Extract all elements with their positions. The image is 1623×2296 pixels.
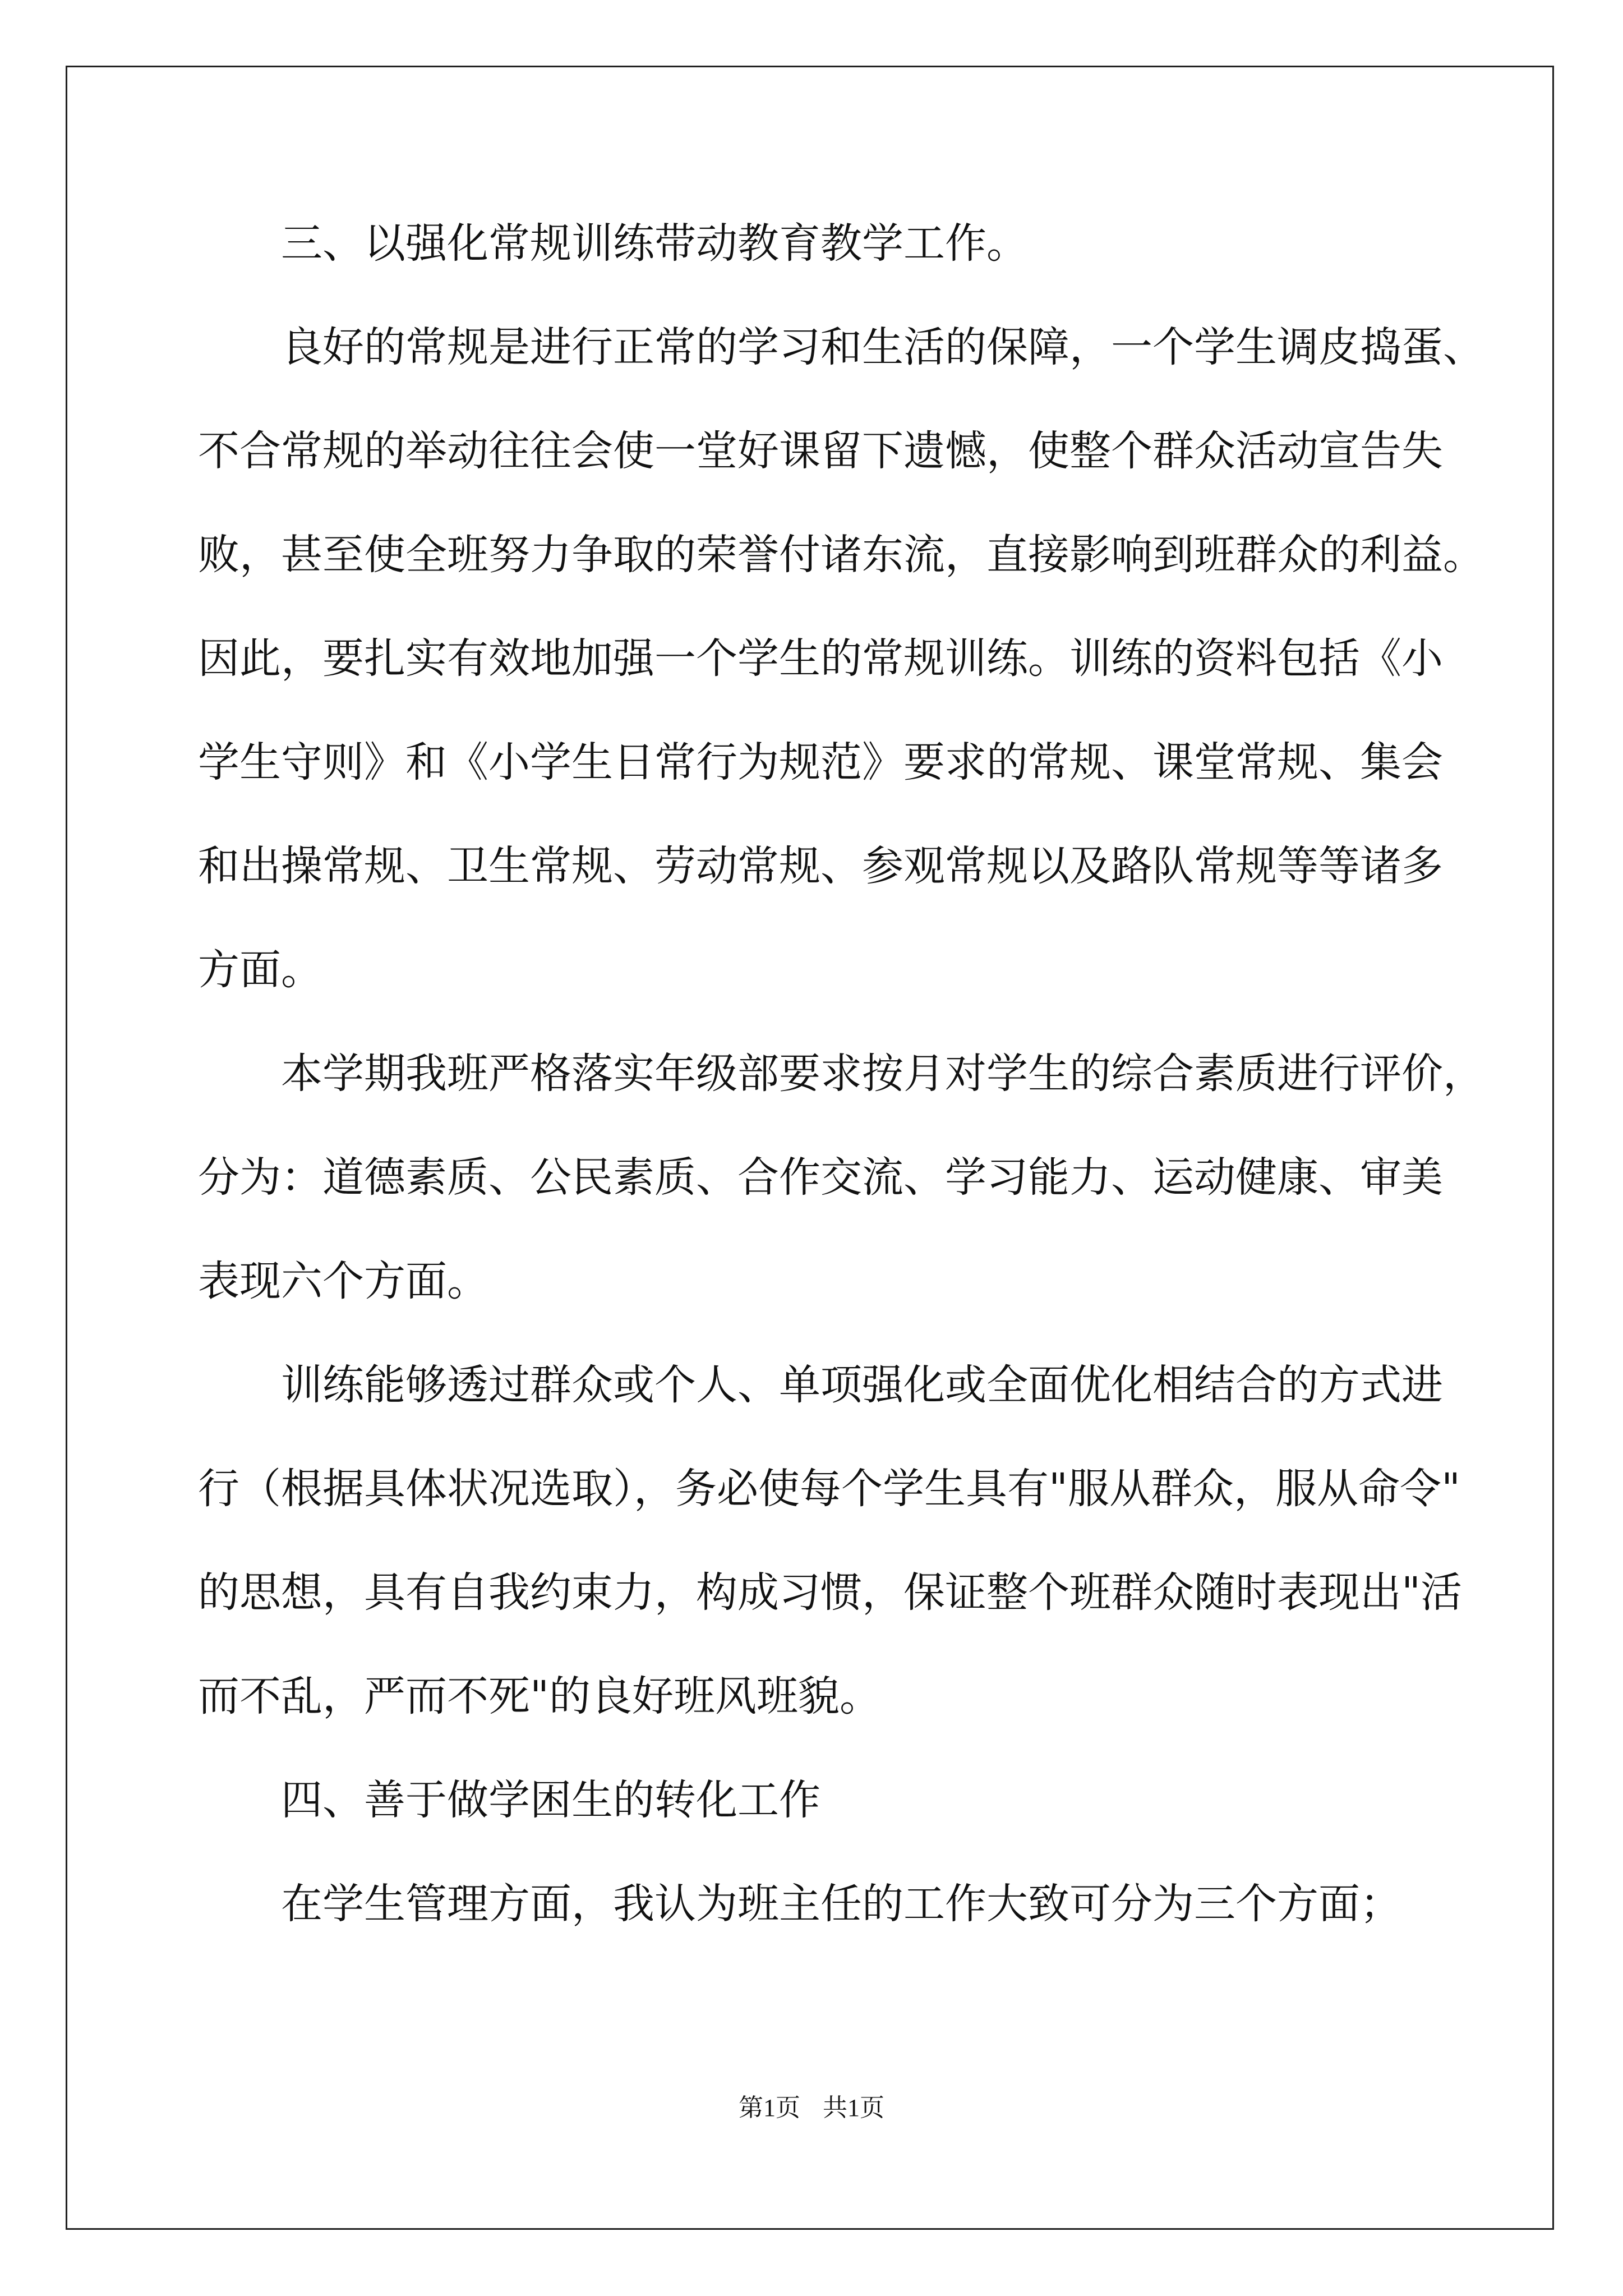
paragraph-line: 方面。 bbox=[198, 946, 322, 994]
paragraph-line: 在学生管理方面，我认为班主任的工作大致可分为三个方面； bbox=[281, 1880, 1401, 1928]
paragraph-line: 分为：道德素质、公民素质、合作交流、学习能力、运动健康、审美 bbox=[198, 1153, 1443, 1202]
page-footer bbox=[0, 2091, 1623, 2125]
page-number: 第1页 bbox=[739, 2094, 800, 2122]
paragraph-line: 因此，要扎实有效地加强一个学生的常规训练。训练的资料包括《小 bbox=[198, 634, 1443, 683]
paragraph-line: 本学期我班严格落实年级部要求按月对学生的综合素质进行评价， bbox=[281, 1050, 1484, 1098]
paragraph-line: 良好的常规是进行正常的学习和生活的保障，一个学生调皮捣蛋、 bbox=[281, 323, 1484, 371]
paragraph-line: 不合常规的举动往往会使一堂好课留下遗憾，使整个群众活动宣告失 bbox=[198, 427, 1443, 475]
paragraph-line: 学生守则》和《小学生日常行为规范》要求的常规、课堂常规、集会 bbox=[198, 738, 1443, 786]
paragraph-line: 训练能够透过群众或个人、单项强化或全面优化相结合的方式进 bbox=[281, 1361, 1443, 1409]
section-heading-4: 四、善于做学困生的转化工作 bbox=[281, 1776, 820, 1824]
page-total: 共1页 bbox=[823, 2094, 884, 2122]
paragraph-line: 和出操常规、卫生常规、劳动常规、参观常规以及路队常规等等诸多 bbox=[198, 842, 1443, 890]
section-heading-3: 三、以强化常规训练带动教育教学工作。 bbox=[281, 219, 1028, 268]
paragraph-line: 的思想，具有自我约束力，构成习惯，保证整个班群众随时表现出"活 bbox=[198, 1568, 1463, 1617]
paragraph-line: 行（根据具体状况选取），务必使每个学生具有"服从群众，服从命令" bbox=[198, 1465, 1461, 1513]
paragraph-line: 表现六个方面。 bbox=[198, 1257, 488, 1305]
paragraph-line: 而不乱，严而不死"的良好班风班貌。 bbox=[198, 1672, 882, 1720]
paragraph-line: 败，甚至使全班努力争取的荣誉付诸东流，直接影响到班群众的利益。 bbox=[198, 531, 1484, 579]
